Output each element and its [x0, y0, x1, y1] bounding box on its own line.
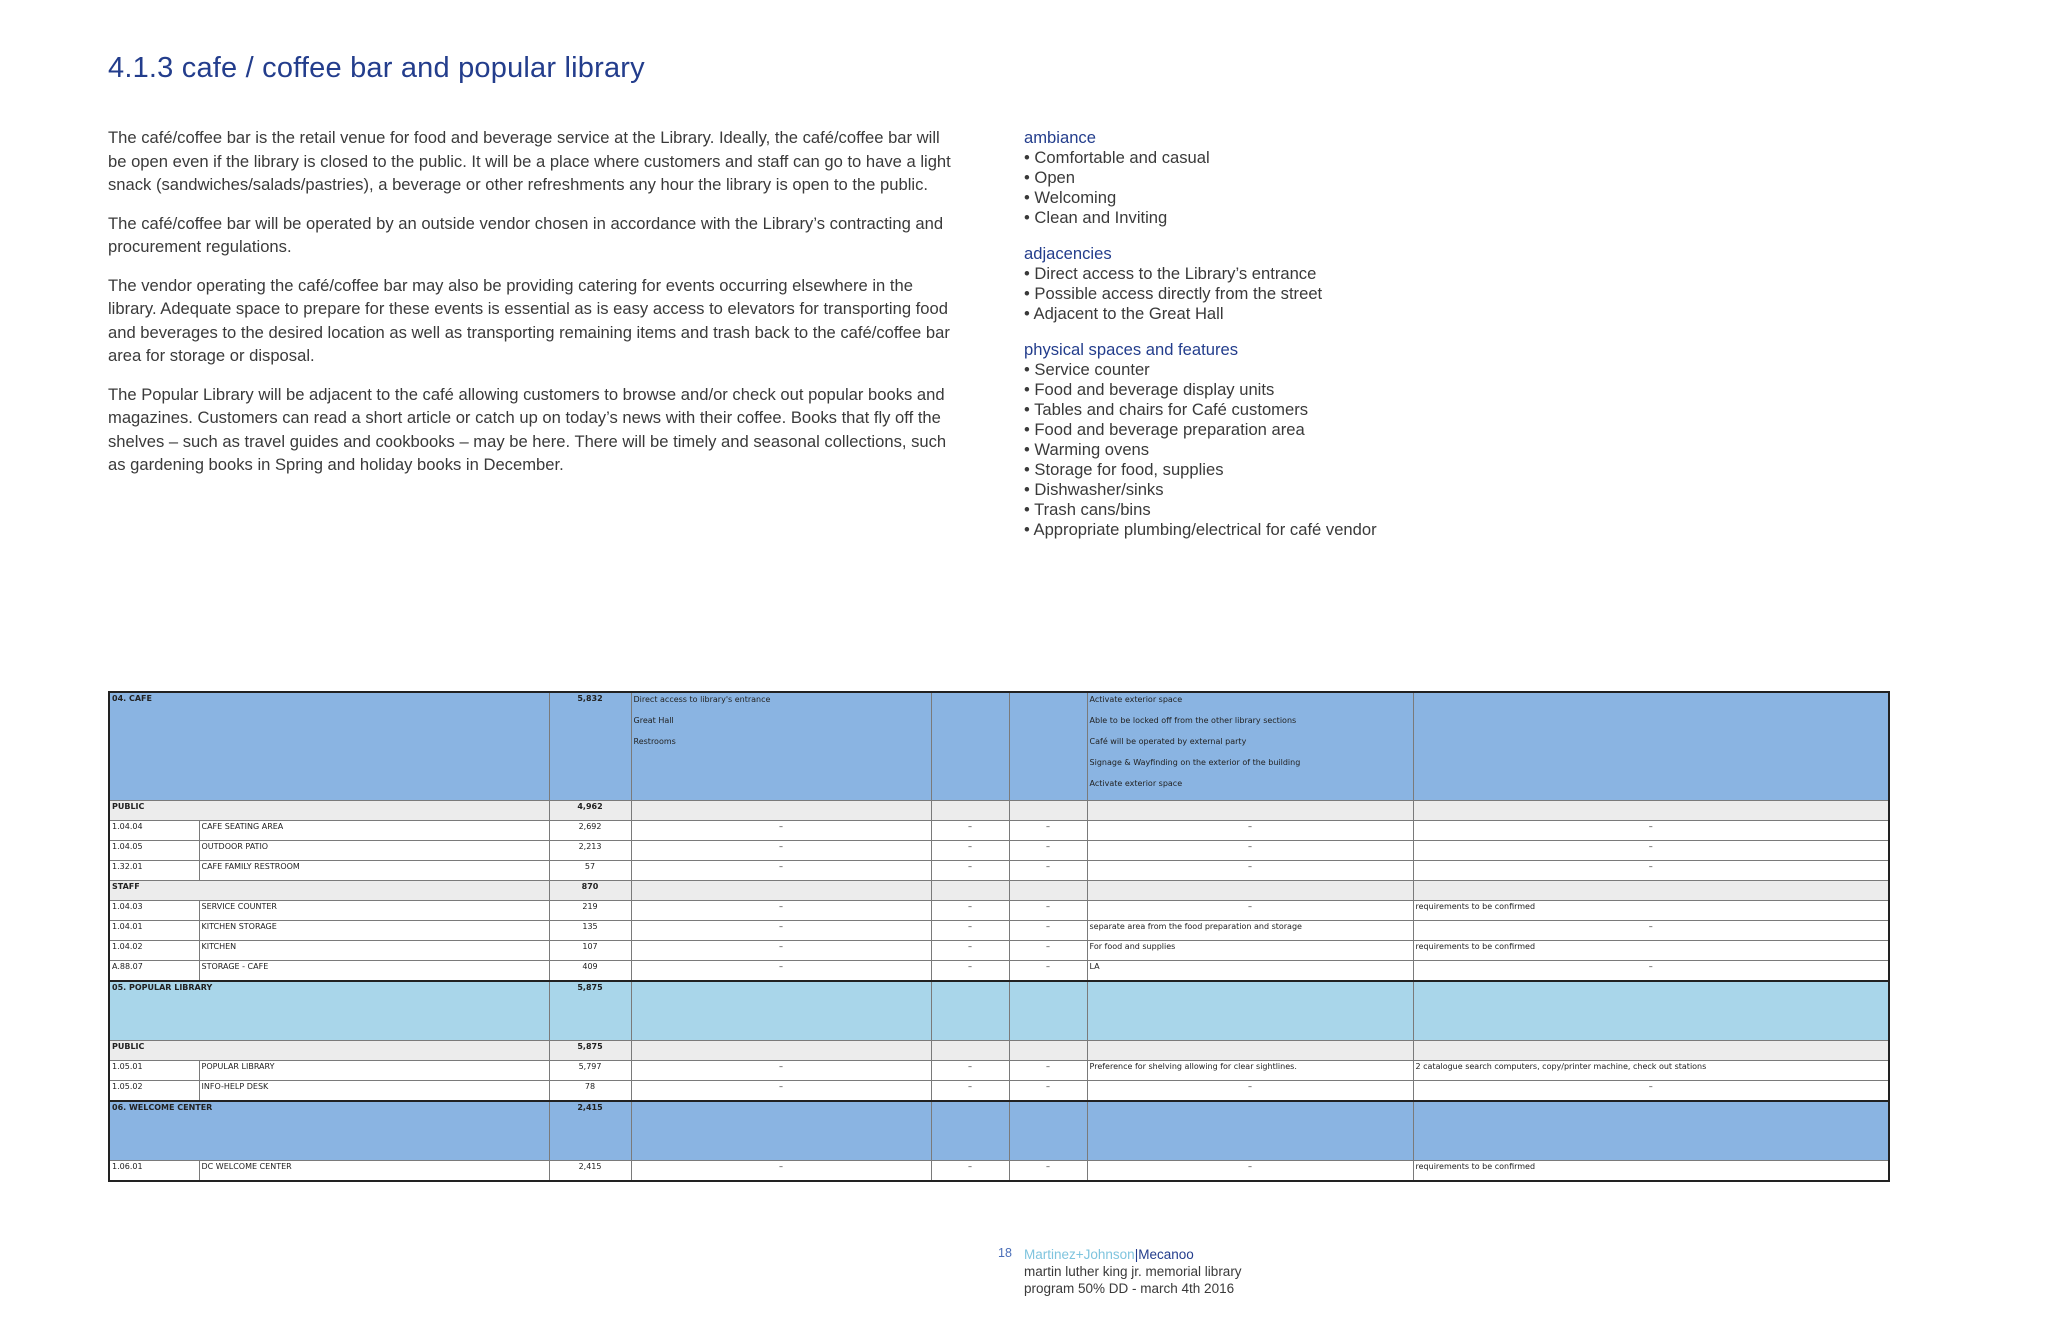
department-area: 2,415: [549, 1101, 631, 1161]
department-name: 04. CAFE: [109, 692, 549, 801]
cell: –: [1413, 921, 1889, 941]
room-code: 1.04.03: [109, 901, 199, 921]
cell: –: [931, 941, 1009, 961]
cell: 2 catalogue search computers, copy/printer machine, check out stations: [1413, 1061, 1889, 1081]
list-item: • Warming ovens: [1024, 440, 1544, 460]
cell: –: [1413, 1081, 1889, 1102]
adjacencies-section: [1024, 244, 1544, 324]
department-area: 5,875: [549, 981, 631, 1041]
cell: –: [1009, 821, 1087, 841]
features-section: [1024, 340, 1544, 540]
group-row-public: [109, 801, 1889, 821]
list-item: • Trash cans/bins: [1024, 500, 1544, 520]
list-item: • Food and beverage preparation area: [1024, 420, 1544, 440]
group-area: 870: [549, 881, 631, 901]
cell: –: [1087, 1161, 1413, 1182]
table-row: [109, 841, 1889, 861]
table-row: [109, 961, 1889, 982]
room-code: 1.04.01: [109, 921, 199, 941]
list-item: • Comfortable and casual: [1024, 148, 1544, 168]
room-code: 1.04.04: [109, 821, 199, 841]
cell: –: [1009, 901, 1087, 921]
note-line: Activate exterior space: [1089, 695, 1183, 704]
intro-text: [108, 126, 958, 492]
cell: –: [1087, 841, 1413, 861]
room-code: 1.04.05: [109, 841, 199, 861]
cell: –: [1087, 861, 1413, 881]
cell: –: [931, 861, 1009, 881]
section-heading: ambiance: [1024, 128, 1096, 147]
cell: –: [631, 961, 931, 982]
room-area: 107: [549, 941, 631, 961]
department-name: 06. WELCOME CENTER: [109, 1101, 549, 1161]
cell: –: [631, 1061, 931, 1081]
table-row: [109, 861, 1889, 881]
department-row-cafe: [109, 692, 1889, 801]
notes-cell: [1087, 692, 1413, 801]
cell: –: [631, 921, 931, 941]
list-item: • Open: [1024, 168, 1544, 188]
cell: –: [1413, 841, 1889, 861]
footer-brand: [1024, 1246, 1324, 1263]
requirements-column: [1024, 128, 1544, 556]
room-name: CAFE SEATING AREA: [199, 821, 549, 841]
adjacency-cell: [631, 692, 931, 801]
department-row-welcome-center: [109, 1101, 1889, 1161]
room-name: SERVICE COUNTER: [199, 901, 549, 921]
room-name: KITCHEN: [199, 941, 549, 961]
adjacency-line: Direct access to library's entrance: [633, 695, 771, 704]
group-name: STAFF: [109, 881, 549, 901]
group-area: 5,875: [549, 1041, 631, 1061]
group-area: 4,962: [549, 801, 631, 821]
project-name: martin luther king jr. memorial library: [1024, 1264, 1242, 1279]
room-area: 2,415: [549, 1161, 631, 1182]
bullet-list: [1024, 264, 1544, 324]
department-name: 05. POPULAR LIBRARY: [109, 981, 549, 1041]
note-line: Activate exterior space: [1089, 779, 1183, 788]
bullet-list: [1024, 360, 1544, 540]
cell: requirements to be confirmed: [1413, 1161, 1889, 1182]
room-name: CAFE FAMILY RESTROOM: [199, 861, 549, 881]
cell: –: [631, 1161, 931, 1182]
list-item: • Tables and chairs for Café customers: [1024, 400, 1544, 420]
room-name: INFO-HELP DESK: [199, 1081, 549, 1102]
room-area: 2,213: [549, 841, 631, 861]
blank-cell: [931, 692, 1009, 801]
room-code: 1.05.02: [109, 1081, 199, 1102]
cell: –: [1413, 961, 1889, 982]
table-row: [109, 921, 1889, 941]
room-name: POPULAR LIBRARY: [199, 1061, 549, 1081]
brand-mecanoo: Mecanoo: [1138, 1247, 1194, 1262]
cell: –: [631, 841, 931, 861]
cell: separate area from the food preparation and storage: [1087, 921, 1413, 941]
table-row: [109, 941, 1889, 961]
group-row-public: [109, 1041, 1889, 1061]
room-code: 1.06.01: [109, 1161, 199, 1182]
room-area: 78: [549, 1081, 631, 1102]
document-version: program 50% DD - march 4th 2016: [1024, 1281, 1235, 1296]
cell: For food and supplies: [1087, 941, 1413, 961]
cell: –: [631, 821, 931, 841]
cell: –: [931, 961, 1009, 982]
section-heading: physical spaces and features: [1024, 340, 1239, 359]
list-item: • Storage for food, supplies: [1024, 460, 1544, 480]
cell: –: [631, 861, 931, 881]
room-area: 409: [549, 961, 631, 982]
room-area: 57: [549, 861, 631, 881]
room-area: 2,692: [549, 821, 631, 841]
table-row: [109, 1061, 1889, 1081]
cell: –: [631, 1081, 931, 1102]
group-row-staff: [109, 881, 1889, 901]
cell: –: [1009, 941, 1087, 961]
paragraph: The Popular Library will be adjacent to the café allowing customers to browse and/or check out popular books and magazines. Customers can read a short article or catch up on today’s news with their coffee. Books that fly off the shelves – such as travel guides and cookbooks – may be here. There will be timely and seasonal collections, such as gardening books in Spring and holiday books in December.: [108, 384, 947, 474]
footer-credits: [1024, 1246, 1324, 1297]
cell: –: [1087, 1081, 1413, 1102]
paragraph: The café/coffee bar is the retail venue for food and beverage service at the Library. Ideally, the café/coffee bar will be open even if the library is closed to the public. It will be a place where customers and staff can go to have a light snack (sandwiches/salads/pastries), a beverage or other refreshments any hour the library is open to the public.: [108, 128, 951, 194]
paragraph: The vendor operating the café/coffee bar may also be providing catering for events occurring elsewhere in the library. Adequate space to prepare for these events is essential as is easy access to elevators for transporting food and beverages to the desired location as well as transporting remaining items and trash back to the café/coffee bar area for storage or disposal.: [108, 275, 950, 365]
cell: –: [631, 901, 931, 921]
room-code: A.88.07: [109, 961, 199, 982]
group-name: PUBLIC: [109, 1041, 549, 1061]
room-name: OUTDOOR PATIO: [199, 841, 549, 861]
note-line: Signage & Wayfinding on the exterior of the building: [1089, 758, 1301, 767]
list-item: • Possible access directly from the street: [1024, 284, 1544, 304]
program-table: [108, 691, 1890, 1182]
paragraph: The café/coffee bar will be operated by an outside vendor chosen in accordance with the Library’s contracting and procurement regulations.: [108, 213, 944, 256]
blank-cell: [1413, 692, 1889, 801]
room-name: KITCHEN STORAGE: [199, 921, 549, 941]
table-row: [109, 901, 1889, 921]
cell: –: [931, 921, 1009, 941]
cell: –: [1009, 1061, 1087, 1081]
list-item: • Appropriate plumbing/electrical for café vendor: [1024, 520, 1544, 540]
cell: –: [1009, 861, 1087, 881]
cell: –: [1009, 1081, 1087, 1102]
room-code: 1.05.01: [109, 1061, 199, 1081]
cell: –: [931, 841, 1009, 861]
room-code: 1.32.01: [109, 861, 199, 881]
ambiance-section: [1024, 128, 1544, 228]
cell: –: [1413, 821, 1889, 841]
cell: –: [931, 1081, 1009, 1102]
cell: –: [1009, 921, 1087, 941]
room-area: 135: [549, 921, 631, 941]
room-area: 5,797: [549, 1061, 631, 1081]
room-area: 219: [549, 901, 631, 921]
page-title: 4.1.3 cafe / coffee bar and popular library: [108, 52, 645, 84]
list-item: • Dishwasher/sinks: [1024, 480, 1544, 500]
list-item: • Food and beverage display units: [1024, 380, 1544, 400]
note-line: Café will be operated by external party: [1089, 737, 1247, 746]
page-number: 18: [998, 1246, 1012, 1260]
department-row-popular-library: [109, 981, 1889, 1041]
group-name: PUBLIC: [109, 801, 549, 821]
list-item: • Adjacent to the Great Hall: [1024, 304, 1544, 324]
room-name: DC WELCOME CENTER: [199, 1161, 549, 1182]
cell: –: [931, 901, 1009, 921]
list-item: • Clean and Inviting: [1024, 208, 1544, 228]
section-heading: adjacencies: [1024, 244, 1112, 263]
room-name: STORAGE - CAFE: [199, 961, 549, 982]
cell: requirements to be confirmed: [1413, 901, 1889, 921]
note-line: Able to be locked off from the other library sections: [1089, 716, 1297, 725]
cell: –: [931, 821, 1009, 841]
table-row: [109, 1161, 1889, 1182]
blank-cell: [1009, 692, 1087, 801]
cell: –: [1087, 901, 1413, 921]
list-item: • Welcoming: [1024, 188, 1544, 208]
cell: –: [1009, 841, 1087, 861]
cell: –: [1009, 1161, 1087, 1182]
room-code: 1.04.02: [109, 941, 199, 961]
brand-separator: |: [1134, 1247, 1139, 1262]
adjacency-line: Restrooms: [633, 737, 676, 746]
cell: Preference for shelving allowing for clear sightlines.: [1087, 1061, 1413, 1081]
brand-martinez-johnson: Martinez+Johnson: [1024, 1247, 1135, 1262]
cell: LA: [1087, 961, 1413, 982]
cell: –: [1009, 961, 1087, 982]
table-row: [109, 1081, 1889, 1102]
table-row: [109, 821, 1889, 841]
cell: –: [1413, 861, 1889, 881]
list-item: • Service counter: [1024, 360, 1544, 380]
cell: –: [631, 941, 931, 961]
cell: requirements to be confirmed: [1413, 941, 1889, 961]
cell: –: [1087, 821, 1413, 841]
list-item: • Direct access to the Library’s entrance: [1024, 264, 1544, 284]
cell: –: [931, 1161, 1009, 1182]
department-area: 5,832: [549, 692, 631, 801]
bullet-list: [1024, 148, 1544, 228]
adjacency-line: Great Hall: [633, 716, 674, 725]
cell: –: [931, 1061, 1009, 1081]
